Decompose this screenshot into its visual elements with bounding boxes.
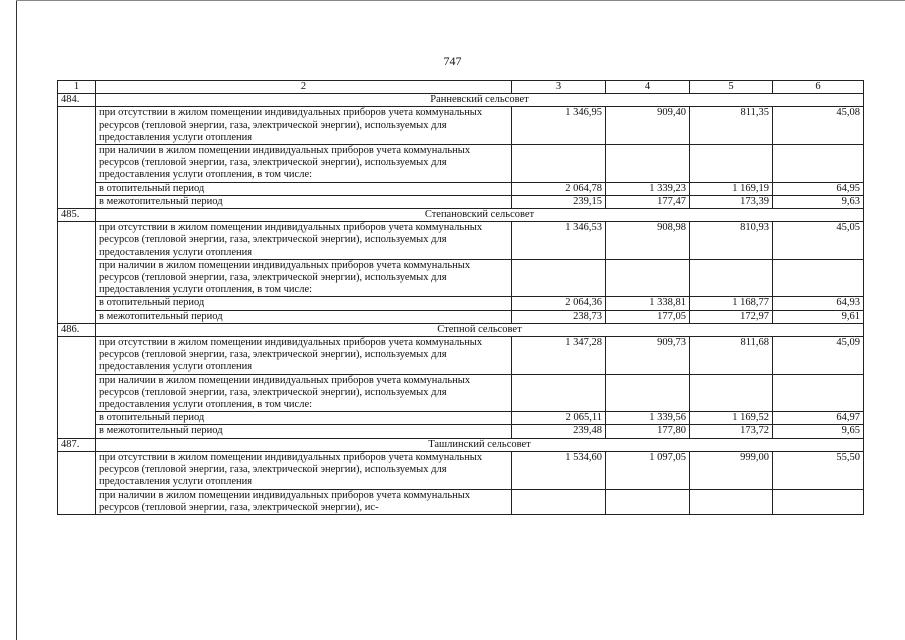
table-row (58, 182, 864, 195)
value-col-5: 1 169,52 (690, 412, 773, 425)
value-col-5 (690, 259, 773, 297)
value-col-3: 2 064,78 (512, 182, 606, 195)
table-row (58, 451, 864, 489)
header-col-5: 5 (690, 81, 773, 94)
value-col-5: 1 168,77 (690, 297, 773, 310)
table-row (58, 425, 864, 438)
value-col-3: 1 346,53 (512, 222, 606, 260)
value-col-5 (690, 145, 773, 183)
table-row (58, 412, 864, 425)
header-col-1: 1 (58, 81, 96, 94)
index-spacer-cell (58, 222, 96, 324)
value-col-5: 811,35 (690, 107, 773, 145)
value-col-4 (606, 374, 690, 412)
section-name: Ранневский сельсовет (96, 94, 864, 107)
table-row (58, 145, 864, 183)
tariff-table (57, 80, 864, 515)
section-title-row (58, 94, 864, 107)
value-col-5: 173,72 (690, 425, 773, 438)
row-description: при отсутствии в жилом помещении индивидуальных приборов учета коммунальных ресурсов (тепловой энергии, газа, электрической энергии), используемых для предоставления услуги отопления (96, 451, 512, 489)
section-title-row (58, 323, 864, 336)
value-col-4 (606, 145, 690, 183)
header-col-6: 6 (773, 81, 864, 94)
header-col-2: 2 (96, 81, 512, 94)
value-col-5 (690, 489, 773, 514)
section-index: 484. (58, 94, 96, 107)
section-name: Ташлинский сельсовет (96, 438, 864, 451)
value-col-6: 45,08 (773, 107, 864, 145)
value-col-3 (512, 374, 606, 412)
value-col-5: 173,39 (690, 195, 773, 208)
value-col-6: 9,65 (773, 425, 864, 438)
value-col-5: 810,93 (690, 222, 773, 260)
table-row (58, 222, 864, 260)
table-row (58, 337, 864, 375)
table-row (58, 374, 864, 412)
section-title-row (58, 209, 864, 222)
index-spacer-cell (58, 107, 96, 209)
value-col-6: 9,63 (773, 195, 864, 208)
row-description: при отсутствии в жилом помещении индивидуальных приборов учета коммунальных ресурсов (тепловой энергии, газа, электрической энергии), используемых для предоставления услуги отопления (96, 222, 512, 260)
value-col-4: 177,47 (606, 195, 690, 208)
value-col-3 (512, 489, 606, 514)
value-col-6: 64,93 (773, 297, 864, 310)
value-col-4 (606, 259, 690, 297)
row-description: в отопительный период (96, 412, 512, 425)
value-col-5: 1 169,19 (690, 182, 773, 195)
table-row (58, 310, 864, 323)
table-row (58, 195, 864, 208)
row-description: при наличии в жилом помещении индивидуальных приборов учета коммунальных ресурсов (тепловой энергии, газа, электрической энергии), используемых для предоставления услуги отопления, в том числе: (96, 259, 512, 297)
value-col-4: 908,98 (606, 222, 690, 260)
row-description: при наличии в жилом помещении индивидуальных приборов учета коммунальных ресурсов (тепловой энергии, газа, электрической энергии), используемых для предоставления услуги отопления, в том числе: (96, 374, 512, 412)
value-col-6: 64,97 (773, 412, 864, 425)
value-col-4 (606, 489, 690, 514)
value-col-4: 909,40 (606, 107, 690, 145)
value-col-5: 999,00 (690, 451, 773, 489)
value-col-6: 45,05 (773, 222, 864, 260)
value-col-3 (512, 259, 606, 297)
value-col-3: 1 347,28 (512, 337, 606, 375)
value-col-4: 1 338,81 (606, 297, 690, 310)
value-col-4: 1 339,56 (606, 412, 690, 425)
value-col-4: 1 339,23 (606, 182, 690, 195)
table-row (58, 107, 864, 145)
row-description: в межотопительный период (96, 310, 512, 323)
table-body (58, 94, 864, 515)
value-col-5 (690, 374, 773, 412)
value-col-3: 238,73 (512, 310, 606, 323)
value-col-3: 1 346,95 (512, 107, 606, 145)
row-description: в межотопительный период (96, 195, 512, 208)
value-col-3: 1 534,60 (512, 451, 606, 489)
table-header (58, 81, 864, 94)
index-spacer-cell (58, 451, 96, 514)
value-col-6: 45,09 (773, 337, 864, 375)
value-col-3: 239,15 (512, 195, 606, 208)
value-col-5: 172,97 (690, 310, 773, 323)
row-description: при отсутствии в жилом помещении индивидуальных приборов учета коммунальных ресурсов (тепловой энергии, газа, электрической энергии), используемых для предоставления услуги отопления (96, 337, 512, 375)
header-col-4: 4 (606, 81, 690, 94)
row-description: в отопительный период (96, 182, 512, 195)
value-col-3 (512, 145, 606, 183)
section-index: 485. (58, 209, 96, 222)
value-col-4: 177,05 (606, 310, 690, 323)
value-col-6 (773, 145, 864, 183)
value-col-6: 55,50 (773, 451, 864, 489)
scan-top-edge (16, 0, 905, 1)
row-description: при наличии в жилом помещении индивидуальных приборов учета коммунальных ресурсов (тепловой энергии, газа, электрической энергии), ис- (96, 489, 512, 514)
value-col-3: 2 064,36 (512, 297, 606, 310)
scan-left-edge (16, 0, 17, 640)
value-col-6: 9,61 (773, 310, 864, 323)
value-col-3: 239,48 (512, 425, 606, 438)
row-description: при наличии в жилом помещении индивидуальных приборов учета коммунальных ресурсов (тепловой энергии, газа, электрической энергии), используемых для предоставления услуги отопления, в том числе: (96, 145, 512, 183)
value-col-4: 909,73 (606, 337, 690, 375)
page-number: 747 (443, 54, 462, 68)
value-col-4: 1 097,05 (606, 451, 690, 489)
index-spacer-cell (58, 337, 96, 439)
section-index: 487. (58, 438, 96, 451)
table-row (58, 259, 864, 297)
section-title-row (58, 438, 864, 451)
table-row (58, 489, 864, 514)
value-col-5: 811,68 (690, 337, 773, 375)
value-col-3: 2 065,11 (512, 412, 606, 425)
value-col-6: 64,95 (773, 182, 864, 195)
value-col-6 (773, 489, 864, 514)
row-description: при отсутствии в жилом помещении индивидуальных приборов учета коммунальных ресурсов (тепловой энергии, газа, электрической энергии), используемых для предоставления услуги отопления (96, 107, 512, 145)
section-name: Степановский сельсовет (96, 209, 864, 222)
value-col-6 (773, 374, 864, 412)
header-col-3: 3 (512, 81, 606, 94)
header-row (58, 81, 864, 94)
section-name: Степной сельсовет (96, 323, 864, 336)
table-row (58, 297, 864, 310)
row-description: в межотопительный период (96, 425, 512, 438)
value-col-4: 177,80 (606, 425, 690, 438)
row-description: в отопительный период (96, 297, 512, 310)
value-col-6 (773, 259, 864, 297)
section-index: 486. (58, 323, 96, 336)
